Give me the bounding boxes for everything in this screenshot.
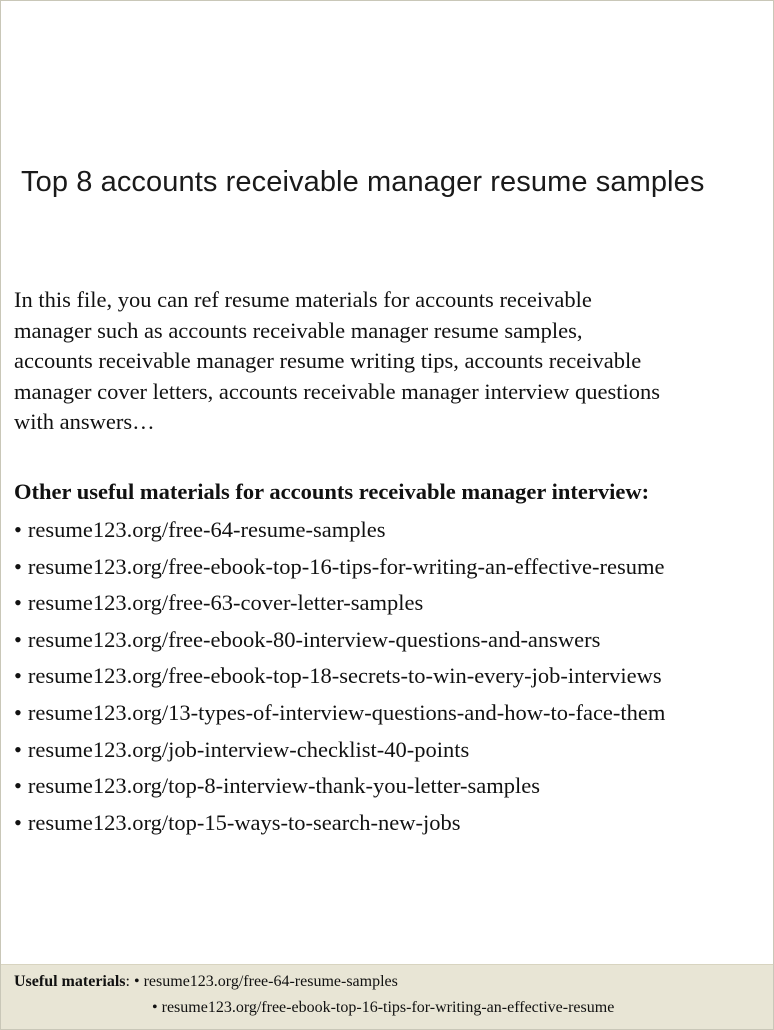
material-link[interactable]: resume123.org/free-ebook-top-18-secrets-to-win-every-job-interviews [27,663,662,689]
bullet-icon: • [152,999,158,1016]
intro-line: with answers… [14,409,155,434]
list-item [14,733,665,770]
intro-line: manager such as accounts receivable manager resume samples, [14,317,583,343]
intro-line: manager cover letters, accounts receivable manager interview questions [14,378,660,404]
list-item [14,769,665,806]
material-link[interactable]: resume123.org/free-ebook-top-16-tips-for-writing-an-effective-resume [27,553,665,579]
list-item [14,513,665,550]
useful-materials-footer [1,964,773,1029]
bullet-icon: • [14,626,22,652]
material-link[interactable]: resume123.org/top-15-ways-to-search-new-jobs [27,809,461,835]
materials-list [14,513,665,842]
bullet-icon: • [14,809,22,835]
intro-paragraph [14,285,766,438]
bullet-icon: • [14,736,22,762]
bullet-icon: • [14,699,22,725]
footer-label: Useful materials [14,973,126,990]
bullet-icon: • [14,590,22,616]
intro-line: In this file, you can ref resume materials for accounts receivable [14,287,592,312]
bullet-icon: • [14,517,22,542]
page-title: Top 8 accounts receivable manager resume samples [21,166,705,199]
list-item [14,696,665,733]
material-link[interactable]: resume123.org/13-types-of-interview-questions-and-how-to-face-them [27,699,666,725]
other-materials-heading: Other useful materials for accounts receivable manager interview: [14,479,650,504]
list-item [14,550,665,587]
bullet-icon: • [14,553,22,579]
footer-link[interactable]: resume123.org/free-64-resume-samples [143,973,398,990]
list-item [14,806,665,843]
material-link[interactable]: resume123.org/free-64-resume-samples [27,517,386,542]
material-link[interactable]: resume123.org/free-ebook-80-interview-questions-and-answers [27,626,601,652]
material-link[interactable]: resume123.org/free-63-cover-letter-samples [27,590,424,616]
footer-separator: : [125,973,130,990]
list-item [14,623,665,660]
material-link[interactable]: resume123.org/top-8-interview-thank-you-letter-samples [27,773,540,799]
footer-row [14,973,398,991]
list-item [14,586,665,623]
intro-line: accounts receivable manager resume writing tips, accounts receivable [14,348,642,373]
list-item [14,659,665,696]
footer-link[interactable]: resume123.org/free-ebook-top-16-tips-for-writing-an-effective-resume [161,999,615,1016]
material-link[interactable]: resume123.org/job-interview-checklist-40-points [27,736,470,762]
bullet-icon: • [14,773,22,799]
bullet-icon: • [133,973,140,990]
bullet-icon: • [14,663,22,689]
footer-row [152,999,614,1017]
